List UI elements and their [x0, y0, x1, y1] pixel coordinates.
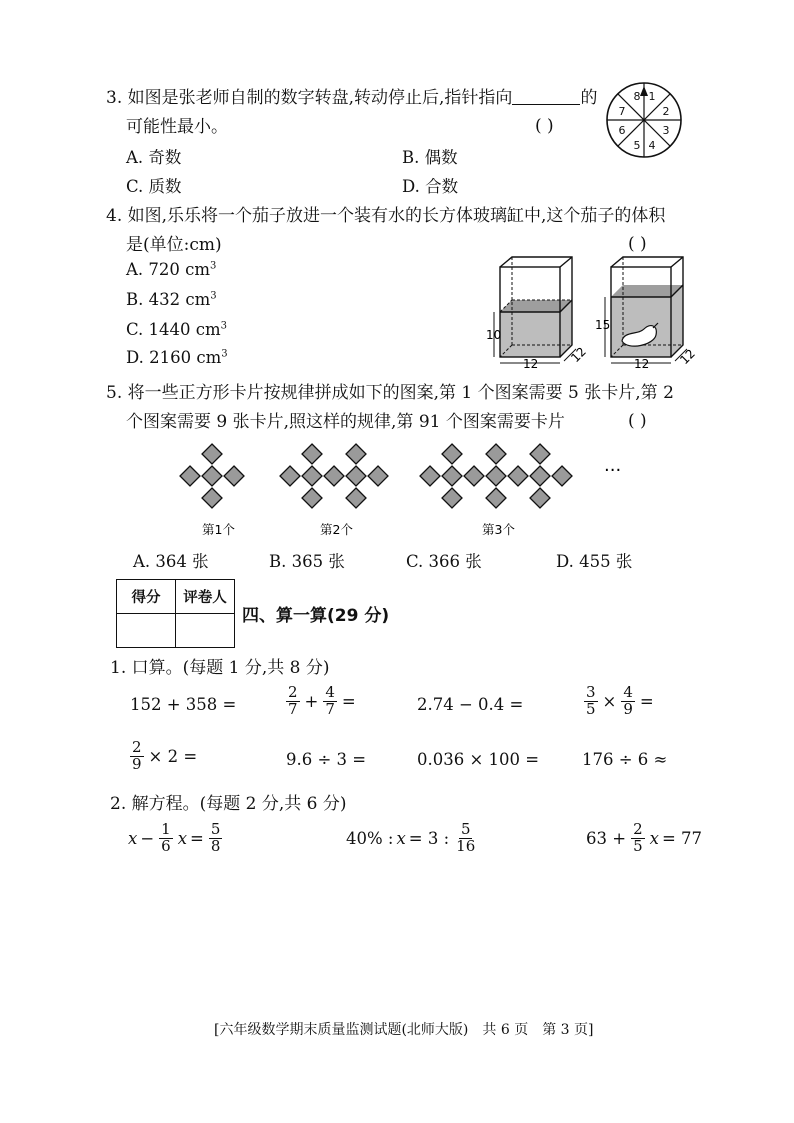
q3-option-c[interactable]: C. 质数: [126, 177, 182, 196]
q4-tank-before-figure: [486, 255, 595, 371]
square-card: [202, 466, 222, 486]
q3-option-d[interactable]: D. 合数: [402, 177, 459, 196]
tank2-depth-label: 12: [677, 346, 698, 368]
oral-expr-3: 2.74 − 0.4 =: [417, 695, 524, 714]
oral-expr-1: 152 + 358 =: [130, 695, 237, 714]
equations-title: 2. 解方程。(每题 2 分,共 6 分): [110, 794, 347, 814]
square-card: [224, 466, 244, 486]
square-card: [280, 466, 300, 486]
oral-expr-7: 0.036 × 100 =: [417, 750, 540, 769]
q5-stem-line2: 个图案需要 9 张卡片,照这样的规律,第 91 个图案需要卡片: [126, 412, 565, 432]
q3-stem-line1: [106, 84, 597, 112]
spinner-number: 7: [618, 105, 626, 118]
q4-option-d[interactable]: D. 2160 $cm^3$: [126, 348, 228, 367]
q3-spinner-figure: [604, 80, 684, 160]
square-card: [442, 444, 462, 464]
pattern-label-1: 第1个: [202, 522, 235, 537]
spinner-number: 8: [633, 90, 641, 103]
square-card: [508, 466, 528, 486]
q5-option-c[interactable]: C. 366 张: [406, 552, 482, 571]
square-card: [486, 466, 506, 486]
square-card: [346, 466, 366, 486]
square-card: [202, 444, 222, 464]
oral-expr-6: 9.6 ÷ 3 =: [286, 750, 367, 769]
score-box: [116, 579, 235, 648]
equation-3: 63 + $\frac{2}{5}$ x = 77: [586, 820, 703, 855]
spinner-number: 5: [633, 139, 641, 152]
square-card: [302, 444, 322, 464]
square-card: [202, 488, 222, 508]
oral-calc-title: 1. 口算。(每题 1 分,共 8 分): [110, 658, 330, 678]
oral-expr-4: $\frac{3}{5}$ × $\frac{4}{9}$ =: [586, 683, 654, 718]
q4-stem-line2: 是(单位:cm): [126, 235, 222, 255]
equation-2: 40% : x = 3 : $\frac{5}{16}$: [346, 820, 476, 855]
q4-tank-after-figure: [595, 255, 698, 371]
q3-answer-paren[interactable]: ( ): [535, 116, 554, 136]
q4-option-c[interactable]: C. 1440 $cm^3$: [126, 320, 228, 339]
square-card: [346, 488, 366, 508]
equation-1: x − $\frac{1}{6}$ x = $\frac{5}{8}$: [128, 820, 221, 855]
square-card: [530, 466, 550, 486]
pattern-label-3: 第3个: [482, 522, 515, 537]
q5-option-a[interactable]: A. 364 张: [133, 552, 209, 571]
q5-card-patterns-figure: [180, 436, 640, 546]
page-footer: [六年级数学期末质量监测试题(北师大版) 共 6 页 第 3 页]: [214, 1022, 594, 1038]
tank1-width-label: 12: [523, 357, 539, 371]
pattern-ellipsis: ···: [604, 460, 622, 481]
q3-stem-tail: 的: [580, 88, 598, 108]
tank2-height-label: 15: [595, 318, 611, 332]
spinner-number: 1: [648, 90, 656, 103]
spinner-number: 2: [662, 105, 670, 118]
oral-expr-2: $\frac{2}{7}$ + $\frac{4}{7}$ =: [288, 683, 356, 718]
score-cell[interactable]: [117, 614, 176, 648]
score-header: 得分: [117, 580, 176, 614]
square-card: [346, 444, 366, 464]
square-card: [302, 488, 322, 508]
tank1-height-label: 10: [486, 328, 502, 342]
spinner-pointer-icon: [640, 86, 648, 96]
q5-option-b[interactable]: B. 365 张: [269, 552, 345, 571]
square-card: [368, 466, 388, 486]
spinner-number: 6: [618, 124, 626, 137]
q4-stem-line1: 4. 如图,乐乐将一个茄子放进一个装有水的长方体玻璃缸中,这个茄子的体积: [106, 206, 666, 226]
q4-option-a[interactable]: A. 720 $cm^3$: [126, 260, 217, 279]
q3-option-a[interactable]: A. 奇数: [126, 148, 182, 167]
q4-answer-paren[interactable]: ( ): [628, 234, 647, 254]
oral-expr-8: 176 ÷ 6 ≈: [582, 750, 668, 769]
section-4-title: 四、算一算(29 分): [242, 606, 390, 626]
square-card: [530, 488, 550, 508]
q4-option-b[interactable]: B. 432 $cm^3$: [126, 290, 217, 309]
tank2-width-label: 12: [634, 357, 650, 371]
q3-answer-blank[interactable]: [512, 86, 580, 105]
tank1-depth-label: 12: [568, 344, 589, 366]
q5-answer-paren[interactable]: ( ): [628, 411, 647, 431]
square-card: [486, 488, 506, 508]
square-card: [486, 444, 506, 464]
square-card: [530, 444, 550, 464]
q5-stem-line1: 5. 将一些正方形卡片按规律拼成如下的图案,第 1 个图案需要 5 张卡片,第 2: [106, 383, 674, 403]
square-card: [302, 466, 322, 486]
square-card: [442, 488, 462, 508]
q5-option-d[interactable]: D. 455 张: [556, 552, 633, 571]
square-card: [180, 466, 200, 486]
spinner-number: 4: [648, 139, 656, 152]
spinner-number: 3: [662, 124, 670, 137]
square-card: [420, 466, 440, 486]
square-card: [324, 466, 344, 486]
grader-header: 评卷人: [176, 580, 235, 614]
q3-stem-text: 3. 如图是张老师自制的数字转盘,转动停止后,指针指向: [106, 88, 513, 108]
q3-option-b[interactable]: B. 偶数: [402, 148, 458, 167]
pattern-label-2: 第2个: [320, 522, 353, 537]
square-card: [464, 466, 484, 486]
square-card: [552, 466, 572, 486]
q3-stem-line2: 可能性最小。: [126, 117, 228, 137]
grader-cell[interactable]: [176, 614, 235, 648]
oral-expr-5: $\frac{2}{9}$ × 2 =: [132, 738, 198, 773]
square-card: [442, 466, 462, 486]
